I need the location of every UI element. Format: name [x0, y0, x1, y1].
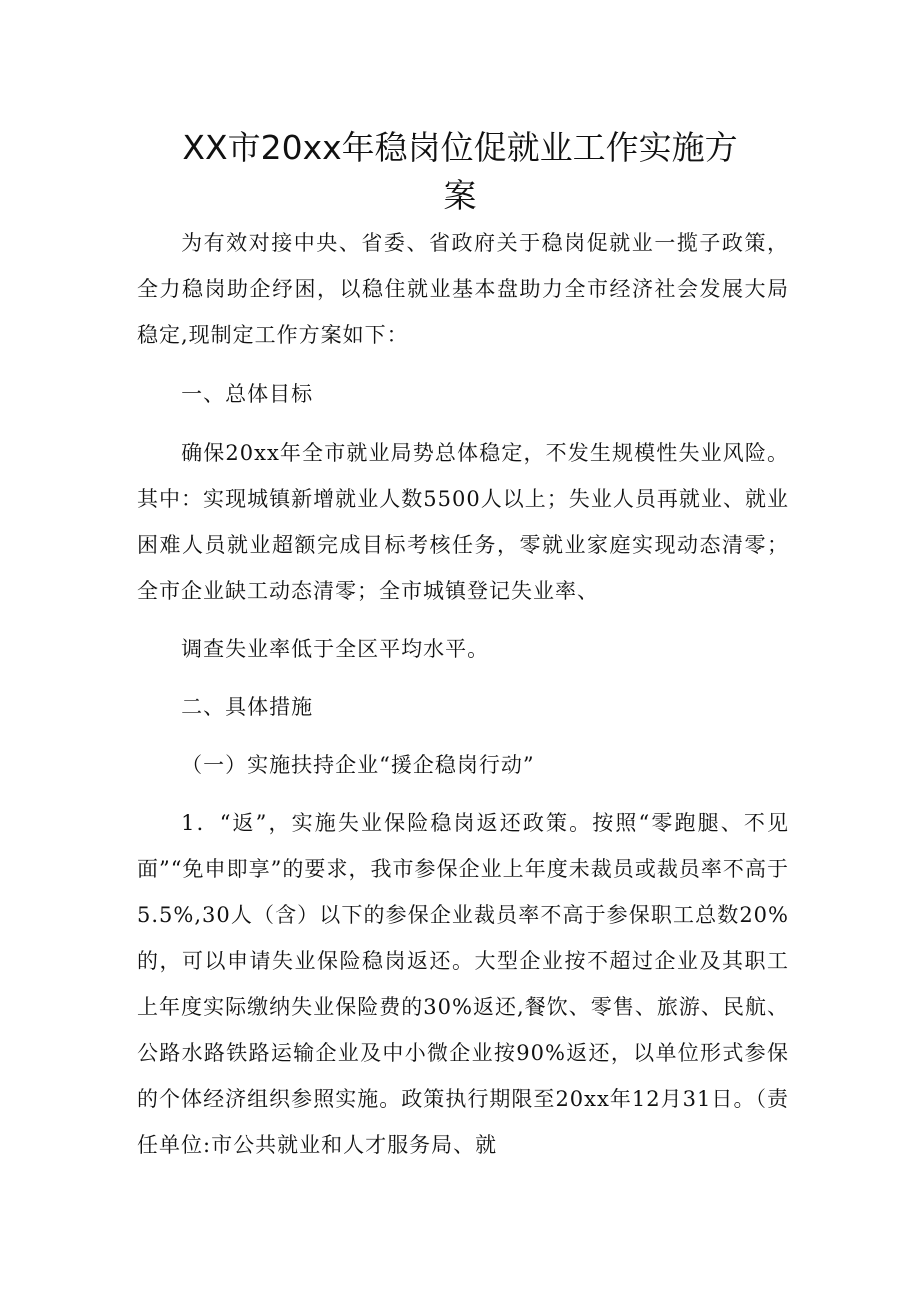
- title-line-2: 案: [443, 176, 477, 215]
- document-body: [137, 220, 789, 1168]
- title-line-1: XX市20xx年稳岗位促就业工作实施方: [182, 128, 738, 167]
- measure-paragraph-1: 1．“返”，实施失业保险稳岗返还政策。按照“零跑腿、不见面”“免申即享”的要求，我市参保企业上年度未裁员或裁员率不高于5.5%,30人（含）以下的参保企业裁员率不高于参保职工总数20%的，可以申请失业保险稳岗返还。大型企业按不超过企业及其职工上年度实际缴纳失业保险费的30%返还,餐饮、零售、旅游、民航、公路水路铁路运输企业及中小微企业按90%返还，以单位形式参保的个体经济组织参照实施。政策执行期限至20xx年12月31日。（责任单位:市公共就业和人才服务局、就: [137, 811, 789, 1157]
- section-heading-overall-goal: 一、总体目标: [181, 382, 314, 406]
- subsection-heading-1: （一）实施扶持企业“援企稳岗行动”: [181, 753, 535, 777]
- section-heading-measures: 二、具体措施: [181, 695, 314, 719]
- goal-paragraph: 确保20xx年全市就业局势总体稳定，不发生规模性失业风险。其中：实现城镇新增就业人数5500人以上；失业人员再就业、就业困难人员就业超额完成目标考核任务，零就业家庭实现动态清零；全市企业缺工动态清零；全市城镇登记失业率、: [137, 441, 789, 603]
- document-title: [120, 124, 800, 220]
- goal-paragraph-continued: 调查失业率低于全区平均水平。: [181, 637, 490, 661]
- intro-paragraph: 为有效对接中央、省委、省政府关于稳岗促就业一揽子政策，全力稳岗助企纾困，以稳住就业基本盘助力全市经济社会发展大局稳定,现制定工作方案如下：: [137, 231, 789, 347]
